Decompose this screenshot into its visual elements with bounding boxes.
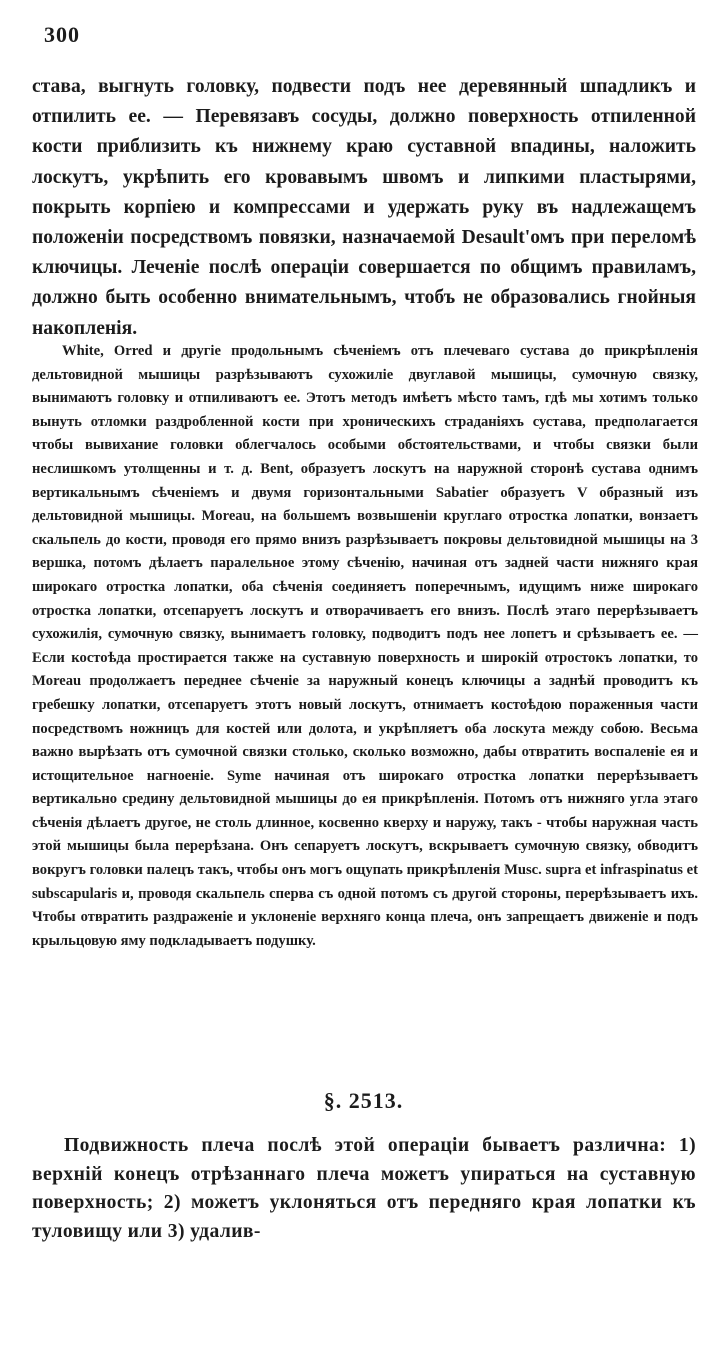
- closing-paragraph: Подвижность плеча послѣ этой операціи бываетъ различна: 1) верхній конецъ отрѣзаннаго плеча можетъ упираться на суставную поверхность; 2) можетъ уклоняться отъ передняго края лопатки къ туловищу или 3) удалив-: [32, 1135, 696, 1242]
- small-print-paragraph: White, Orred и другіе продольнымъ сѣченіемъ отъ плечеваго сустава до прикрѣпленія дельтовидной мышицы разрѣзываютъ сухожиліе двуглавой мышицы, сумочную связку, вынимаютъ головку и отпиливаютъ ее. Этотъ методъ имѣетъ мѣсто тамъ, гдѣ мы хотимъ только вынуть отломки раздробленной кости при хроническихъ страданіяхъ сустава, предполагается чтобы вывихание головки облегчалось особыми обстоятельствами, и чтобы связки были неслишкомъ утолщенны и т. д. Bent, образуетъ лоскутъ на наружной сторонѣ сустава однимъ вертикальнымъ сѣченіемъ и двумя горизонтальными Sabatier образуетъ V образный изъ дельтовидной мышицы. Moreau, на большемъ возвышеніи круглаго отростка лопатки, вонзаетъ скальпель до кости, проводя его прямо внизъ разрѣзываетъ покровы дельтовидной мышицы на 3 вершка, потомъ дѣлаетъ паралельное этому сѣченію, начиная отъ задней части нижняго края широкаго отростка лопатки, оба сѣченія соединяетъ поперечнымъ, идущимъ ниже широкаго отростка лопатки, отсепаруетъ лоскутъ и отворачиваетъ его внизъ. Послѣ этаго перерѣзываетъ сухожилія, сумочную связку, вынимаетъ головку, подводитъ подъ нее лопетъ и срѣзываетъ ее. — Если костоѣда простирается также на суставную поверхность и широкій отростокъ лопатки, то Moreau продолжаетъ переднее сѣченіе за наружный конецъ ключицы а заднѣй проводитъ къ гребешку лопатки, отсепаруетъ этотъ новый лоскутъ, отнимаетъ костоѣдою пораженныя части посредствомъ ножницъ для костей или долота, и укрѣпляетъ оба лоскута между собою. Весьма важно вырѣзать отъ сумочной связки столько, сколько возможно, дабы отвратить воспаленіе ея и истощительное нагноеніе. Syme начиная отъ широкаго отростка лопатки перерѣзываетъ вертикально средину дельтовидной мышицы до ея прикрѣпленія. Потомъ отъ нижняго угла этаго сѣченія дѣлаетъ другое, не столь длинное, косвенно кверху и наружу, такъ - чтобы наружная часть этой мышицы была перерѣзана. Онъ сепаруетъ лоскутъ, вскрываетъ сумочную связку, обводитъ вокругъ головки палецъ такъ, чтобы онъ могъ ощупать прикрѣпленія Musc. supra et infraspinatus et subscapularis и, проводя скальпель сперва съ одной потомъ съ другой стороны, перерѣзываетъ ихъ. Чтобы отвратить раздраженіе и уклоненіе верхняго конца плеча, онъ запрещаетъ движеніе и подъ крыльцовую яму подкладываетъ подушку.: [32, 343, 698, 949]
- section-heading: §. 2513.: [323, 1088, 404, 1113]
- main-paragraph: става, выгнуть головку, подвести подъ нее деревянный шпадликъ и отпилить ее. — Перевязавъ сосуды, должно поверхность отпиленной кости приблизить къ нижнему краю суставной впадины, наложить лоскутъ, укрѣпить его кровавымъ швомъ и липкими пластырями, покрыть корпіею и компрессами и удержать руку въ надлежащемъ положеніи посредствомъ повязки, назначаемой Desault'омъ при переломѣ ключицы. Леченіе послѣ операціи совершается по общимъ правиламъ, должно быть особенно внимательнымъ, чтобъ не образовались гнойныя накопленія.: [32, 76, 696, 339]
- page-number: 300: [44, 22, 80, 47]
